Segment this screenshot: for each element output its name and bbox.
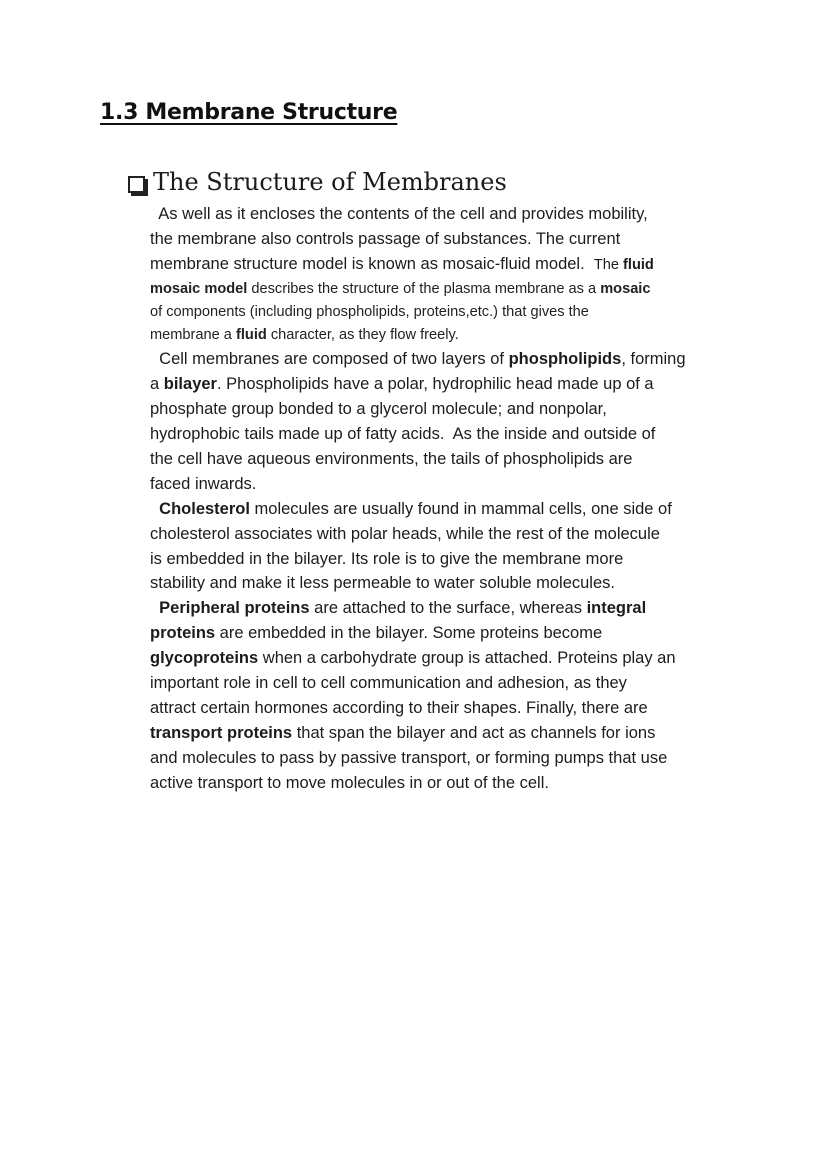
text-segment: Cell membranes are composed of two layers of [150, 350, 509, 369]
text-line [150, 621, 740, 646]
text-line [150, 547, 740, 572]
text-segment: the membrane also controls passage of substances. The current [150, 229, 621, 248]
text-segment: active transport to move molecules in or out of the cell. [150, 773, 549, 792]
text-segment: and molecules to pass by passive transport, or forming pumps that use [150, 748, 668, 767]
text-line [150, 721, 740, 746]
text-segment: a [150, 375, 164, 394]
text-segment: molecules are usually found in mammal cells, one side of [249, 499, 672, 518]
checkbox-square-icon [128, 176, 145, 193]
text-segment: membrane a [150, 327, 236, 344]
text-segment: stability and make it less permeable to water soluble molecules. [150, 574, 615, 593]
text-segment: faced inwards. [150, 474, 257, 493]
text-line [150, 522, 740, 547]
bold-term: integral [586, 599, 647, 618]
bold-term: Cholesterol [159, 499, 250, 518]
text-line [150, 252, 740, 278]
text-segment: membrane structure model is known as mosaic-fluid model. [150, 254, 594, 273]
text-line [150, 278, 740, 301]
text-line [150, 671, 740, 696]
text-line [150, 646, 740, 671]
text-segment: cholesterol associates with polar heads, while the rest of the molecule [150, 524, 660, 543]
text-segment: As well as it encloses the contents of the cell and provides mobility, [150, 205, 648, 223]
text-line [150, 422, 740, 447]
text-line [150, 497, 740, 522]
text-segment: The [593, 256, 624, 273]
text-line [150, 596, 740, 621]
body-text [150, 202, 740, 796]
section-heading-text: The Structure of Membranes [153, 168, 507, 196]
bold-term: Peripheral proteins [159, 599, 310, 618]
bold-term: fluid [623, 256, 654, 273]
text-segment: are attached to the surface, whereas [309, 599, 587, 618]
bold-term: phospholipids [508, 350, 622, 369]
bold-term: fluid [235, 327, 267, 344]
text-line [150, 347, 740, 372]
text-line [150, 696, 740, 721]
text-line [150, 472, 740, 497]
text-segment: important role in cell to cell communication and adhesion, as they [150, 674, 627, 693]
text-segment [150, 599, 159, 617]
text-line [150, 397, 740, 422]
text-line [150, 447, 740, 472]
text-segment: of components (including phospholipids, proteins,etc.) that gives the [150, 303, 589, 320]
text-segment: is embedded in the bilayer. Its role is to give the membrane more [150, 549, 624, 568]
text-segment: that span the bilayer and act as channels for ions [292, 723, 656, 742]
bold-term: transport proteins [150, 723, 293, 742]
section-heading [128, 168, 507, 196]
bold-term: proteins [150, 624, 216, 643]
text-line [150, 372, 740, 397]
paragraph [150, 202, 740, 347]
bold-term: glycoproteins [150, 649, 259, 668]
text-segment: , forming [621, 350, 686, 369]
paragraph [150, 596, 740, 795]
bold-term: mosaic [600, 280, 651, 297]
text-line [150, 202, 740, 227]
text-segment: the cell have aqueous environments, the tails of phospholipids are [150, 449, 633, 468]
text-segment: character, as they flow freely. [266, 327, 459, 344]
text-segment: describes the structure of the plasma membrane as a [247, 280, 601, 297]
paragraph [150, 347, 740, 496]
text-segment: phosphate group bonded to a glycerol molecule; and nonpolar, [150, 400, 607, 419]
bold-term: mosaic model [150, 280, 248, 297]
text-segment: . Phospholipids have a polar, hydrophilic head made up of a [216, 375, 654, 394]
bold-term: bilayer [163, 375, 217, 394]
text-segment: attract certain hormones according to their shapes. Finally, there are [150, 699, 648, 718]
text-segment: are embedded in the bilayer. Some proteins become [215, 624, 603, 643]
page-title: 1.3 Membrane Structure [100, 100, 398, 125]
text-line [150, 324, 740, 347]
text-segment [150, 500, 159, 518]
text-segment: hydrophobic tails made up of fatty acids. As the inside and outside of [150, 425, 656, 444]
text-line [150, 571, 740, 596]
text-segment: when a carbohydrate group is attached. Proteins play an [258, 649, 676, 668]
text-line [150, 301, 740, 324]
text-line [150, 771, 740, 796]
text-line [150, 746, 740, 771]
text-line [150, 227, 740, 252]
paragraph [150, 497, 740, 597]
